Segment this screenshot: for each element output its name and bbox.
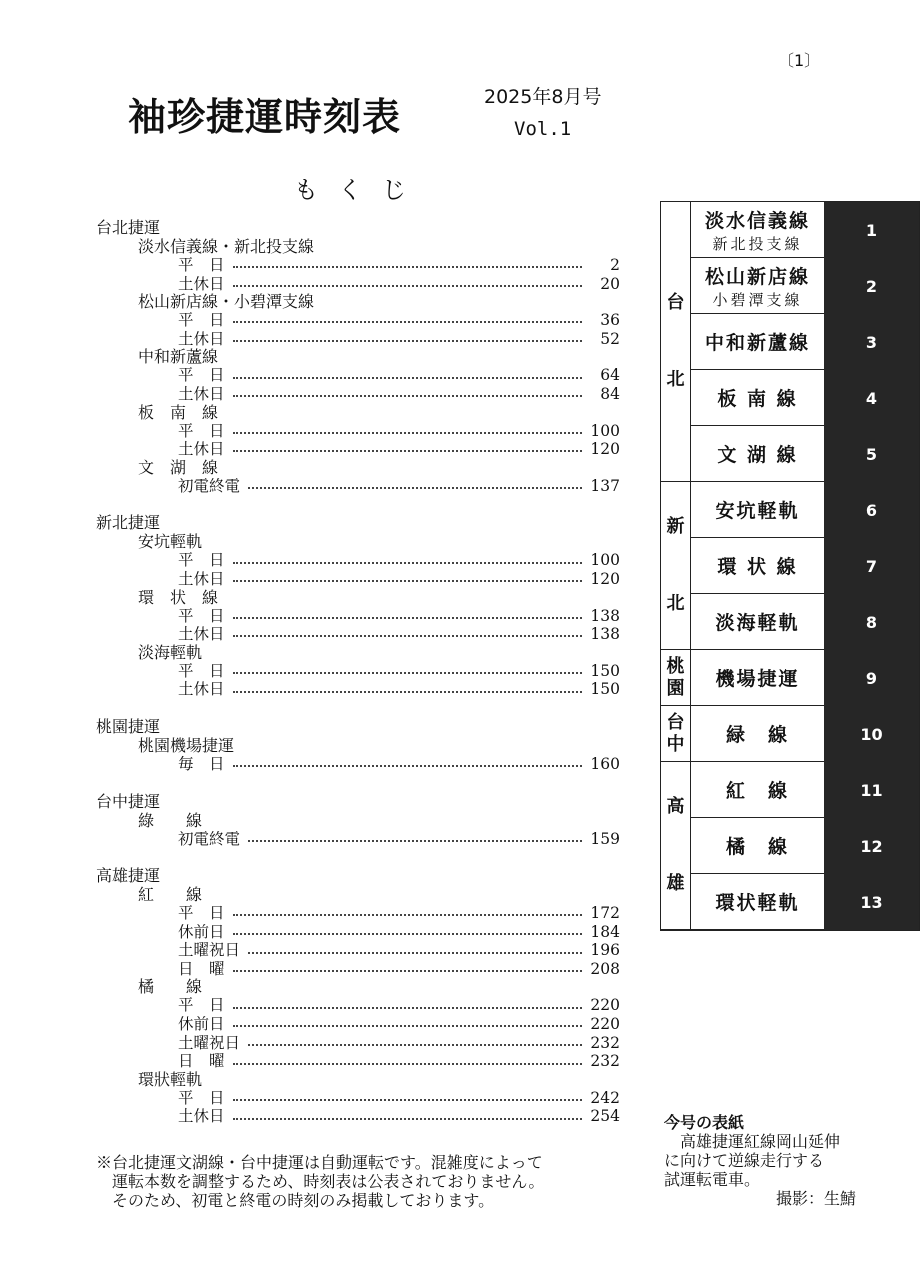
section-spacer bbox=[96, 774, 620, 792]
toc-group-title: 台中捷運 bbox=[96, 791, 161, 811]
toc-entry[interactable] bbox=[96, 477, 620, 496]
toc-entry[interactable] bbox=[96, 366, 620, 385]
toc-page-number: 100 bbox=[590, 421, 620, 440]
index-line-name: 淡海軽軌 bbox=[715, 612, 800, 634]
toc-entry-label: 平 日 bbox=[178, 1088, 225, 1107]
toc-entry-label: 初電終電 bbox=[178, 829, 241, 848]
table-of-contents bbox=[96, 218, 620, 1126]
leader-dots bbox=[233, 321, 582, 323]
index-line-name: 橘 線 bbox=[725, 836, 789, 858]
toc-heading: もくじ bbox=[294, 176, 426, 204]
leader-dots bbox=[233, 765, 582, 767]
index-tab-number[interactable]: 8 bbox=[824, 594, 919, 650]
leader-dots bbox=[233, 970, 582, 972]
toc-entry[interactable] bbox=[96, 923, 620, 942]
index-line-name: 環 状 線 bbox=[717, 556, 798, 578]
leader-dots bbox=[233, 617, 582, 619]
index-region bbox=[661, 650, 691, 706]
toc-line-name: 紅 線 bbox=[138, 885, 203, 905]
footnote-line: ※台北捷運文湖線・台中捷運は自動運転です。混雑度によって bbox=[96, 1153, 543, 1172]
index-line-name: 安坑軽軌 bbox=[715, 500, 800, 522]
index-tab-number[interactable]: 1 bbox=[824, 202, 919, 258]
toc-group-title: 台北捷運 bbox=[96, 218, 161, 237]
toc-page-number: 184 bbox=[590, 922, 620, 941]
section-spacer bbox=[96, 848, 620, 866]
leader-dots bbox=[233, 1025, 582, 1027]
index-line-cell[interactable] bbox=[691, 874, 824, 930]
page-title: 袖珍捷運時刻表 bbox=[128, 95, 402, 139]
index-line-cell[interactable] bbox=[691, 594, 824, 650]
toc-page-number: 120 bbox=[590, 440, 620, 459]
leader-dots bbox=[233, 395, 582, 397]
index-line-subname: 小碧潭支線 bbox=[712, 290, 803, 309]
toc-entry-label: 土休日 bbox=[178, 384, 225, 403]
toc-entry[interactable] bbox=[96, 1015, 620, 1034]
index-line-cell[interactable] bbox=[691, 370, 824, 426]
toc-entry[interactable] bbox=[96, 570, 620, 589]
leader-dots bbox=[233, 450, 582, 452]
toc-entry[interactable] bbox=[96, 1089, 620, 1108]
toc-page-number: 20 bbox=[600, 274, 620, 293]
index-line-name: 松山新店線 bbox=[704, 265, 810, 288]
toc-page-number: 138 bbox=[590, 606, 620, 625]
toc-entry-label: 平 日 bbox=[178, 366, 225, 385]
toc-page-number: 100 bbox=[590, 551, 620, 570]
issue-date: 2025年8月号 bbox=[484, 86, 602, 108]
index-region-char: 北 bbox=[666, 369, 685, 390]
footnote-line: 運転本数を調整するため、時刻表は公表されておりません。 bbox=[96, 1172, 545, 1191]
index-region-char: 北 bbox=[666, 593, 685, 614]
leader-dots bbox=[233, 562, 582, 564]
toc-entry[interactable] bbox=[96, 904, 620, 923]
index-region-char: 桃 bbox=[666, 655, 685, 677]
toc-page-number: 208 bbox=[590, 959, 620, 978]
index-line-name: 淡水信義線 bbox=[704, 209, 810, 232]
index-line-name: 板 南 線 bbox=[717, 388, 798, 410]
toc-entry-label: 平 日 bbox=[178, 421, 225, 440]
toc-page-number: 64 bbox=[600, 366, 620, 385]
toc-page-number: 242 bbox=[590, 1088, 620, 1107]
index-tab-number[interactable]: 2 bbox=[824, 258, 919, 314]
toc-page-number: 138 bbox=[590, 625, 620, 644]
index-line-cell[interactable] bbox=[691, 258, 824, 314]
toc-entry-label: 休前日 bbox=[178, 1015, 225, 1034]
index-tab-number[interactable]: 13 bbox=[824, 874, 919, 930]
index-tab-number[interactable]: 12 bbox=[824, 818, 919, 874]
index-line-cell[interactable] bbox=[691, 426, 824, 482]
index-region bbox=[661, 482, 691, 650]
cover-text-line: に向けて逆線走行する bbox=[664, 1151, 825, 1170]
toc-entry[interactable] bbox=[96, 1052, 620, 1071]
leader-dots bbox=[248, 952, 582, 954]
toc-line-name: 綠 線 bbox=[138, 810, 203, 830]
toc-page-number: 2 bbox=[610, 256, 620, 274]
index-region-char: 新 bbox=[666, 516, 685, 538]
toc-entry[interactable] bbox=[96, 1034, 620, 1053]
leader-dots bbox=[233, 432, 582, 434]
toc-line-name: 橘 線 bbox=[138, 977, 203, 997]
index-line-name: 緑 線 bbox=[725, 724, 789, 746]
index-region-char: 高 bbox=[666, 796, 685, 818]
footnote bbox=[96, 1153, 544, 1210]
toc-line-name: 安坑輕軌 bbox=[138, 532, 203, 552]
index-line-name: 環状軽軌 bbox=[715, 892, 800, 914]
leader-dots bbox=[248, 840, 582, 842]
toc-entry[interactable] bbox=[96, 755, 620, 774]
toc-entry[interactable] bbox=[96, 440, 620, 459]
toc-entry-label: 平 日 bbox=[178, 256, 225, 274]
toc-entry-label: 土休日 bbox=[178, 680, 225, 699]
leader-dots bbox=[248, 487, 582, 489]
toc-entry[interactable] bbox=[96, 830, 620, 849]
toc-entry[interactable] bbox=[96, 662, 620, 681]
toc-entry-label: 平 日 bbox=[178, 551, 225, 570]
toc-page-number: 220 bbox=[590, 1015, 620, 1034]
toc-entry-label: 土休日 bbox=[178, 274, 225, 293]
toc-page-number: 232 bbox=[590, 1052, 620, 1071]
leader-dots bbox=[233, 580, 582, 582]
index-tab-number[interactable]: 4 bbox=[824, 370, 919, 426]
toc-page-number: 159 bbox=[590, 829, 620, 848]
toc-page-number: 232 bbox=[590, 1033, 620, 1052]
leader-dots bbox=[233, 691, 582, 693]
toc-entry-label: 土休日 bbox=[178, 329, 225, 348]
toc-page-number: 84 bbox=[600, 384, 620, 403]
toc-page-number: 36 bbox=[600, 311, 620, 330]
index-tab-number[interactable]: 5 bbox=[824, 426, 919, 482]
toc-line-name: 板 南 線 bbox=[138, 402, 219, 422]
photo-credit: 撮影：生鯖 bbox=[775, 1189, 856, 1208]
leader-dots bbox=[233, 1099, 582, 1101]
toc-line-name: 桃園機場捷運 bbox=[138, 735, 235, 755]
leader-dots bbox=[233, 1007, 582, 1009]
page-number: 〔1〕 bbox=[778, 51, 821, 70]
index-tab-number[interactable]: 10 bbox=[824, 706, 919, 762]
index-region-char: 台 bbox=[666, 711, 685, 733]
index-line-name: 文 湖 線 bbox=[717, 444, 798, 466]
line-index bbox=[660, 201, 920, 931]
index-line-cell[interactable] bbox=[691, 482, 824, 538]
leader-dots bbox=[233, 285, 582, 287]
toc-line-name: 淡水信義線・新北投支線 bbox=[138, 237, 315, 256]
toc-entry[interactable] bbox=[96, 551, 620, 570]
toc-entry-label: 平 日 bbox=[178, 904, 225, 923]
index-line-cell[interactable] bbox=[691, 650, 824, 706]
footnote-line: そのため、初電と終電の時刻のみ掲載しております。 bbox=[96, 1191, 495, 1210]
toc-entry[interactable] bbox=[96, 1107, 620, 1126]
index-line-name: 紅 線 bbox=[725, 780, 789, 802]
toc-entry[interactable] bbox=[96, 256, 620, 275]
toc-entry-label: 日 曜 bbox=[178, 959, 225, 978]
toc-entry[interactable] bbox=[96, 275, 620, 294]
toc-page-number: 150 bbox=[590, 661, 620, 680]
toc-entry[interactable] bbox=[96, 385, 620, 404]
toc-entry-label: 平 日 bbox=[178, 311, 225, 330]
index-line-cell[interactable] bbox=[691, 706, 824, 762]
toc-line-name: 文 湖 線 bbox=[138, 457, 219, 477]
toc-entry-label: 日 曜 bbox=[178, 1052, 225, 1071]
index-region bbox=[661, 706, 691, 762]
leader-dots bbox=[233, 933, 582, 935]
toc-entry-label: 毎 日 bbox=[178, 754, 225, 773]
toc-entry[interactable] bbox=[96, 941, 620, 960]
index-region-char: 雄 bbox=[666, 873, 685, 894]
toc-entry-label: 初電終電 bbox=[178, 476, 241, 495]
index-tab-number[interactable]: 3 bbox=[824, 314, 919, 370]
toc-page-number: 150 bbox=[590, 680, 620, 699]
toc-line-name: 環 状 線 bbox=[138, 587, 219, 607]
toc-group-title: 桃園捷運 bbox=[96, 716, 161, 736]
toc-line-name: 中和新蘆線 bbox=[138, 347, 219, 367]
index-line-name: 中和新蘆線 bbox=[704, 332, 810, 354]
index-line-cell[interactable] bbox=[691, 818, 824, 874]
toc-group-title: 新北捷運 bbox=[96, 513, 161, 533]
toc-page-number: 196 bbox=[590, 941, 620, 960]
leader-dots bbox=[233, 377, 582, 379]
index-region bbox=[661, 762, 691, 930]
leader-dots bbox=[233, 672, 582, 674]
index-tab-number[interactable]: 6 bbox=[824, 482, 919, 538]
index-line-cell[interactable] bbox=[691, 762, 824, 818]
toc-entry-label: 土曜祝日 bbox=[178, 941, 241, 960]
cover-text-line: 試運転電車。 bbox=[664, 1170, 761, 1189]
toc-page-number: 220 bbox=[590, 996, 620, 1015]
index-region-char: 台 bbox=[666, 292, 685, 314]
toc-entry-label: 土曜祝日 bbox=[178, 1033, 241, 1052]
toc-entry[interactable] bbox=[96, 625, 620, 644]
toc-page-number: 160 bbox=[590, 754, 620, 773]
index-region-char: 中 bbox=[666, 733, 685, 755]
leader-dots bbox=[233, 1063, 582, 1065]
index-tab-number[interactable]: 7 bbox=[824, 538, 919, 594]
index-region bbox=[661, 202, 691, 482]
toc-entry[interactable] bbox=[96, 680, 620, 699]
toc-entry-label: 平 日 bbox=[178, 996, 225, 1015]
toc-entry-label: 土休日 bbox=[178, 440, 225, 459]
toc-entry-label: 土休日 bbox=[178, 1107, 225, 1126]
index-line-cell[interactable] bbox=[691, 314, 824, 370]
cover-caption bbox=[664, 1113, 874, 1208]
section-spacer bbox=[96, 495, 620, 513]
cover-text-line: 高雄捷運紅線岡山延伸 bbox=[664, 1132, 841, 1151]
index-line-cell[interactable] bbox=[691, 202, 824, 258]
index-line-name: 機場捷運 bbox=[715, 668, 800, 690]
volume-label: Vol.1 bbox=[514, 118, 572, 140]
toc-group-title: 高雄捷運 bbox=[96, 866, 161, 886]
leader-dots bbox=[233, 914, 582, 916]
leader-dots bbox=[233, 1118, 582, 1120]
toc-entry-label: 土休日 bbox=[178, 569, 225, 588]
leader-dots bbox=[233, 340, 582, 342]
toc-page-number: 52 bbox=[600, 329, 620, 348]
toc-entry[interactable] bbox=[96, 330, 620, 349]
toc-entry-label: 土休日 bbox=[178, 625, 225, 644]
toc-page-number: 172 bbox=[590, 904, 620, 923]
index-region-char: 園 bbox=[666, 677, 685, 699]
toc-entry-label: 平 日 bbox=[178, 661, 225, 680]
toc-entry[interactable] bbox=[96, 311, 620, 330]
toc-page-number: 120 bbox=[590, 569, 620, 588]
toc-entry[interactable] bbox=[96, 422, 620, 441]
toc-line-name: 環狀輕軌 bbox=[138, 1069, 203, 1089]
toc-line-name: 淡海輕軌 bbox=[138, 642, 203, 662]
toc-entry[interactable] bbox=[96, 607, 620, 626]
toc-page-number: 137 bbox=[590, 476, 620, 495]
cover-heading: 今号の表紙 bbox=[664, 1113, 745, 1132]
toc-line-name: 松山新店線・小碧潭支線 bbox=[138, 292, 315, 312]
toc-entry[interactable] bbox=[96, 960, 620, 979]
toc-page-number: 254 bbox=[590, 1107, 620, 1126]
index-tab-number[interactable]: 9 bbox=[824, 650, 919, 706]
toc-entry-label: 休前日 bbox=[178, 922, 225, 941]
toc-entry-label: 平 日 bbox=[178, 606, 225, 625]
section-spacer bbox=[96, 699, 620, 717]
index-line-cell[interactable] bbox=[691, 538, 824, 594]
leader-dots bbox=[248, 1044, 582, 1046]
toc-entry[interactable] bbox=[96, 996, 620, 1015]
leader-dots bbox=[233, 266, 582, 268]
leader-dots bbox=[233, 635, 582, 637]
index-tab-number[interactable]: 11 bbox=[824, 762, 919, 818]
index-line-subname: 新北投支線 bbox=[712, 234, 803, 253]
